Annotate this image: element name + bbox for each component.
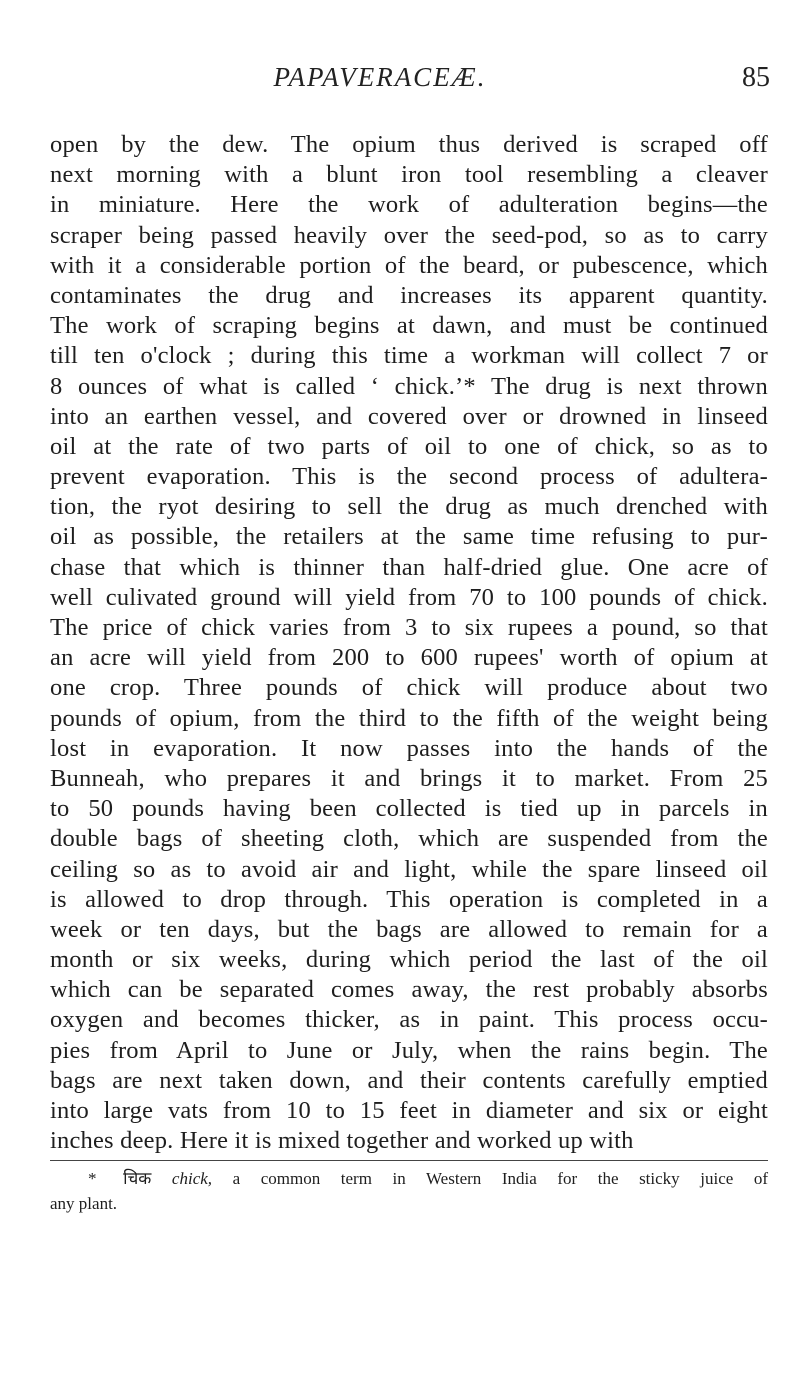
text-line: one crop. Three pounds of chick will produce about two [50, 674, 768, 702]
text-line: till ten o'clock ; during this time a workman will collect 7 or [50, 342, 768, 370]
text-line: 8 ounces of what is called ‘ chick.’* The drug is next thrown [50, 372, 768, 400]
footnote-line-2: any plant. [50, 1194, 118, 1213]
page-number: 85 [742, 62, 770, 93]
text-line: contaminates the drug and increases its apparent quantity. [50, 281, 768, 309]
text-line: pies from April to June or July, when the rains begin. The [50, 1036, 768, 1064]
footnote-line-1 [50, 1166, 768, 1191]
footnote-text-1: a common term in Western India for the sticky juice of [232, 1169, 769, 1188]
text-line: week or ten days, but the bags are allowed to remain for a [50, 915, 768, 943]
text-line: double bags of sheeting cloth, which are suspended from the [50, 825, 768, 853]
running-title: PAPAVERACEÆ. [273, 62, 487, 92]
text-line: inches deep. Here it is mixed together and worked up with [50, 1127, 634, 1155]
text-line: The work of scraping begins at dawn, and must be continued [50, 312, 768, 340]
text-line: scraper being passed heavily over the seed-pod, so as to carry [50, 221, 768, 249]
footnote-divider [50, 1160, 768, 1161]
text-line: with it a considerable portion of the beard, or pubescence, which [50, 251, 768, 279]
footnote [50, 1166, 768, 1216]
text-line: ceiling so as to avoid air and light, while the spare linseed oil [50, 855, 768, 883]
text-line: well culivated ground will yield from 70 to 100 pounds of chick. [50, 583, 768, 611]
text-line: into large vats from 10 to 15 feet in diameter and six or eight [50, 1097, 768, 1124]
text-line: tion, the ryot desiring to sell the drug as much drenched with [50, 493, 768, 521]
text-line: next morning with a blunt iron tool resembling a cleaver [50, 161, 768, 189]
text-line: The price of chick varies from 3 to six rupees a pound, so that [50, 614, 768, 641]
text-line: month or six weeks, during which period the last of the oil [50, 946, 768, 974]
text-line: oil at the rate of two parts of oil to one of chick, so as to [50, 432, 768, 460]
text-line: open by the dew. The opium thus derived is scraped off [50, 131, 768, 158]
footnote-script-term: चिक [123, 1169, 152, 1188]
body-text [50, 130, 768, 1156]
text-line: an acre will yield from 200 to 600 rupees' worth of opium at [50, 644, 768, 672]
text-line: bags are next taken down, and their contents carefully emptied [50, 1066, 768, 1094]
text-line: is allowed to drop through. This operation is completed in a [50, 885, 768, 913]
text-line: chase that which is thinner than half-dried glue. One acre of [50, 553, 768, 581]
text-line: prevent evaporation. This is the second process of adultera- [50, 463, 768, 491]
text-line: into an earthen vessel, and covered over or drowned in linseed [50, 402, 768, 430]
footnote-marker: * [88, 1169, 97, 1188]
text-line: oil as possible, the retailers at the same time refusing to pur- [50, 523, 768, 551]
footnote-term: chick, [171, 1169, 213, 1188]
text-line: to 50 pounds having been collected is tied up in parcels in [50, 795, 768, 823]
text-line: in miniature. Here the work of adulteration begins—the [50, 191, 768, 219]
text-line: oxygen and becomes thicker, as in paint. This process occu- [50, 1006, 768, 1034]
text-line: Bunneah, who prepares it and brings it to market. From 25 [50, 764, 768, 792]
text-line: lost in evaporation. It now passes into the hands of the [50, 734, 768, 762]
page-header [0, 58, 800, 98]
text-line: pounds of opium, from the third to the fifth of the weight being [50, 704, 768, 732]
text-line: which can be separated comes away, the rest probably absorbs [50, 976, 768, 1004]
